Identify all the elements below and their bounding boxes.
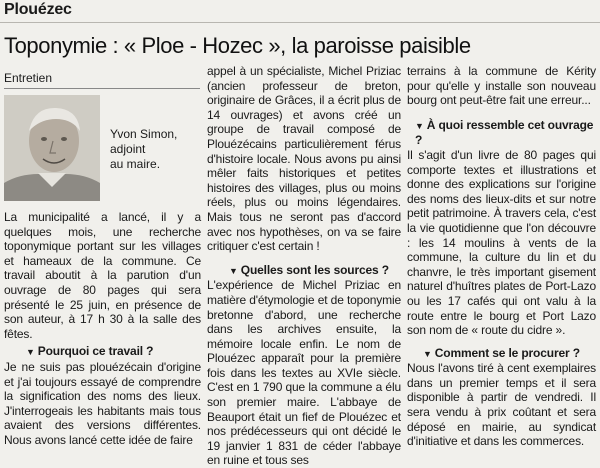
subhead-ouvrage-text: À quoi ressemble cet ouvrage ? [415, 117, 594, 148]
column-2 [207, 64, 401, 468]
caption-role-line2: au maire. [110, 157, 161, 171]
subhead-sources-text: Quelles sont les sources ? [240, 262, 389, 277]
subhead-sources [229, 263, 401, 279]
article-kicker: Entretien [4, 71, 53, 85]
col3-paragraph: terrains à la commune de Kérity pour qu'elle y installe son nouveau bourg ont peut-être fait une erreur... [407, 64, 596, 108]
subhead-procurer [423, 346, 596, 362]
triangle-bullet-icon: ▼ [415, 120, 424, 131]
section-header [0, 0, 600, 23]
answer-ouvrage: Il s'agit d'un livre de 80 pages qui comporte textes et illustrations et donne des explications sur l'origine des noms des lieux-dits et sur notre petit patrimoine. À travers cela, c'est la vie quotidienne que l'on découvre : les 14 moulins à vents de la commune, la culture du lin et du chanvre, le très important gisement naturel d'huîtres plates de Port-Lazo ou les 17 cafés qui ont valu à la route entre le bourg et Port Lazo son nom de « route du cidre ». [407, 147, 596, 338]
section-title: Plouézec [4, 1, 72, 18]
subhead-procurer-text: Comment se le procurer ? [434, 345, 580, 360]
portrait-illustration [4, 95, 100, 201]
subhead-pourquoi [26, 344, 201, 360]
triangle-bullet-icon: ▼ [229, 265, 238, 276]
subhead-pourquoi-text: Pourquoi ce travail ? [37, 344, 154, 359]
photo-caption [110, 127, 177, 172]
answer-procurer: Nous l'avons tiré à cent exemplaires dans un premier temps et il sera disponible à partir de vendredi. Il sera vendu à prix coûtant et sera déposé en mairie, au syndicat d'initiative et dans les commerces. [407, 361, 596, 449]
column-3 [407, 64, 596, 449]
col2-paragraph: appel à un spécialiste, Michel Priziac (ancien professeur de breton, originaire de Grâces, il a écrit plus de 14 ouvrages) et avons créé un groupe de travail composé de Plouézécains particulièrement férus d'histoire locale. Nous avons pu ainsi mêler faits historiques et petites histoires des villages, plus ou moins réels, plus ou moins légendaires. Mais tous ne seront pas d'accord avec nos hypothèses, on va se faire critiquer c'est certain ! [207, 64, 401, 254]
answer-pourquoi: Je ne suis pas plouézécain d'origine et j'ai toujours essayé de comprendre la signification des noms des lieux. J'interrogeais les habitants mais tous avaient des versions différentes. Nous avons lancé cette idée de faire [4, 359, 201, 447]
triangle-bullet-icon: ▼ [26, 347, 35, 358]
intro-paragraph: La municipalité a lancé, il y a quelques mois, une recherche toponymique portant sur les villages et hameaux de la commune. Ce travail aboutit à la parution d'un ouvrage de 80 pages qui sera présenté le 25 juin, en présence de son auteur, à 17 h 30 à la salle des fêtes. [4, 210, 201, 341]
answer-sources: L'expérience de Michel Priziac en matière d'étymologie et de toponymie bretonne d'abord, une recherche dans les archives ensuite, la mémoire locale enfin. Le nom de Plouézec apparaît pour la première fois dans les textes au XVIe siècle. C'est en 1 790 que la commune a élu son premier maire. L'abbaye de Beauport était un fief de Plouézec et nos prédécesseurs qui ont décidé le 19 janvier 1 831 de céder l'abbaye en ruine et tous ses [207, 278, 401, 468]
triangle-bullet-icon: ▼ [423, 348, 432, 359]
caption-name: Yvon Simon, [110, 127, 178, 141]
caption-role-line1: adjoint [110, 142, 146, 156]
column-1 [4, 210, 201, 448]
subhead-ouvrage [415, 118, 596, 148]
kicker-divider [4, 88, 200, 89]
article-headline: Toponymie : « Ploe - Hozec », la paroisse paisible [4, 33, 471, 58]
portrait-photo [4, 95, 100, 201]
